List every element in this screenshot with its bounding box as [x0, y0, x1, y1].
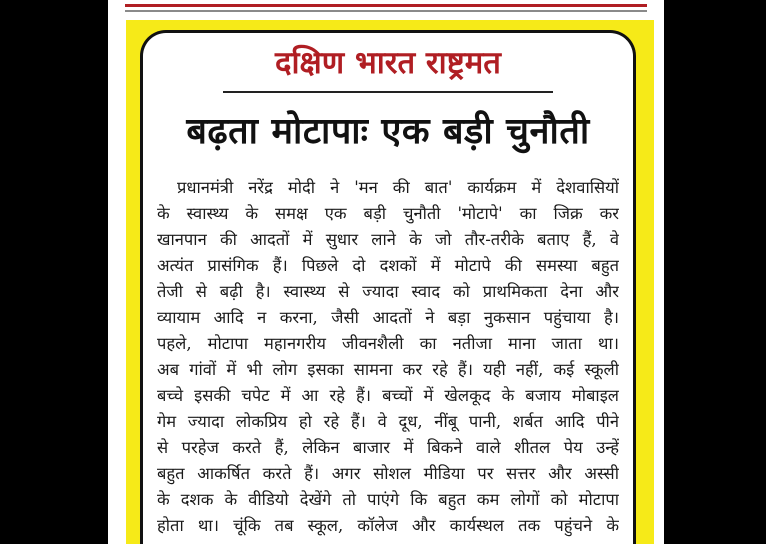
article-line: व्यायाम आदि न करना, जैसी आदतों ने बड़ा नुकसान पहुंचाया है। [157, 308, 619, 327]
article-line: बहुत आकर्षित करते हैं। अगर सोशल मीडिया पर सत्तर और अस्सी [157, 464, 619, 483]
article-line: के दशक के वीडियो देखेंगे तो पाएंगे कि बहुत कम लोगों को मोटापा [157, 490, 619, 509]
newspaper-masthead: दक्षिण भारत राष्ट्रमत [275, 45, 501, 81]
newspaper-page [108, 0, 664, 544]
article-line: पहले, मोटापा महानगरीय जीवनशैली का नतीजा माना जाता था। [157, 334, 619, 353]
top-divider-red [125, 4, 647, 7]
article-body [157, 175, 619, 539]
article-line: अत्यंत प्रासंगिक हैं। पिछले दो दशकों में मोटापे की समस्या बहुत [157, 256, 619, 275]
article-clipping [140, 30, 636, 544]
article-line: बच्चे इसकी चपेट में आ रहे हैं। बच्चों में खेलकूद के बजाय मोबाइल [157, 386, 619, 405]
article-line: खानपान की आदतों में सुधार लाने के जो तौर-तरीके बताए हैं, वे [157, 230, 619, 249]
article-line: गेम ज्यादा लोकप्रिय हो रहे हैं। वे दूध, नींबू पानी, शर्बत आदि पीने [157, 412, 619, 431]
top-divider-grey [125, 10, 647, 12]
article-headline: बढ़ता मोटापाः एक बड़ी चुनौती [186, 111, 590, 152]
article-line: होता था। चूंकि तब स्कूल, कॉलेज और कार्यस्थल तक पहुंचने के [157, 516, 619, 535]
article-line: तेजी से बढ़ी है। स्वास्थ्य से ज्यादा स्वाद को प्राथमिकता देना और [157, 282, 619, 301]
article-line: के स्वास्थ्य के समक्ष एक बड़ी चुनौती 'मोटापे' का जिक्र कर [157, 204, 619, 223]
article-line: से परहेज करते हैं, लेकिन बाजार में बिकने वाले शीतल पेय उन्हें [157, 438, 619, 457]
article-line: प्रधानमंत्री नरेंद्र मोदी ने 'मन की बात' कार्यक्रम में देशवासियों [177, 178, 619, 197]
article-line: अब गांवों में भी लोग इसका सामना कर रहे हैं। यही नहीं, कई स्कूली [157, 360, 619, 379]
masthead-underline [223, 91, 553, 93]
